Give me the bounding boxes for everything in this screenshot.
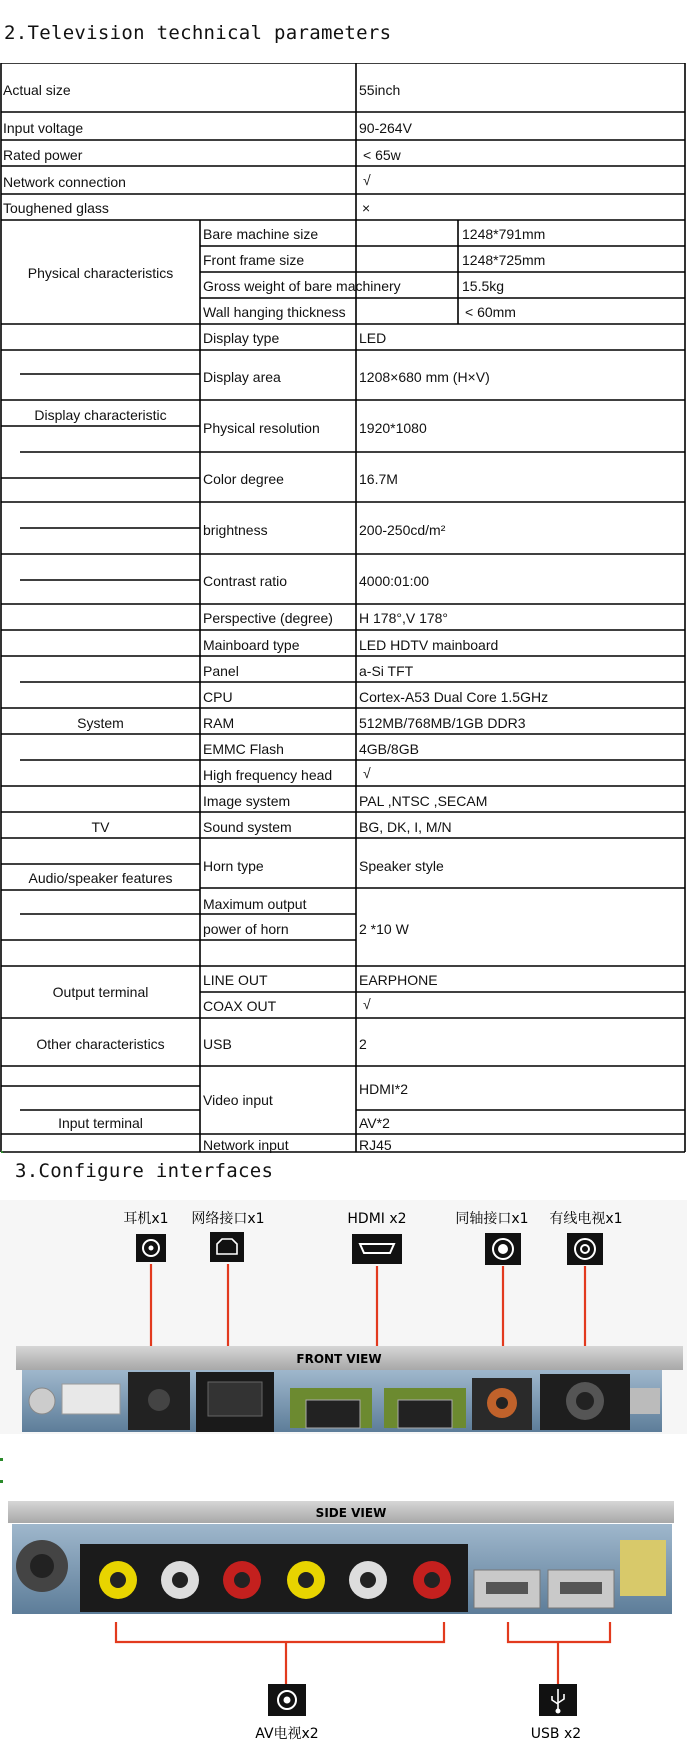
value-coax-out: √ (363, 996, 371, 1012)
value-front-frame: 1248*725mm (462, 252, 546, 268)
label-ram: RAM (203, 715, 235, 731)
label-rated-power: Rated power (3, 147, 83, 163)
category-other: Other characteristics (36, 1036, 165, 1052)
usb-port-label: USB x2 (530, 1726, 582, 1742)
value-horn-type: Speaker style (359, 858, 444, 874)
network-port-icon (210, 1232, 244, 1262)
label-coax-out: COAX OUT (203, 998, 277, 1014)
category-output: Output terminal (52, 984, 149, 1000)
value-video-input-hdmi: HDMI*2 (359, 1081, 409, 1097)
label-color-degree: Color degree (203, 471, 284, 487)
label-panel: Panel (203, 663, 239, 679)
value-mainboard: LED HDTV mainboard (359, 637, 499, 653)
label-hf-head: High frequency head (203, 767, 333, 783)
category-audio: Audio/speaker features (28, 870, 173, 886)
value-sound-system: BG, DK, I, M/N (359, 819, 452, 835)
network-port-label: 网络接口x1 (191, 1211, 265, 1227)
label-input-voltage: Input voltage (3, 120, 84, 136)
marker-dot (0, 1480, 3, 1483)
value-display-area: 1208×680 mm (H×V) (359, 369, 490, 385)
category-system: System (77, 715, 124, 731)
label-max-output-1: Maximum output (203, 896, 307, 912)
value-brightness: 200-250cd/m² (359, 522, 446, 538)
value-wall-thickness: < 60mm (465, 304, 516, 320)
label-usb: USB (203, 1036, 232, 1052)
value-ram: 512MB/768MB/1GB DDR3 (359, 715, 526, 731)
value-contrast: 4000:01:00 (359, 573, 430, 589)
label-max-output-2: power of horn (203, 921, 289, 937)
value-panel: a-Si TFT (359, 663, 414, 679)
label-perspective: Perspective (degree) (203, 610, 333, 626)
value-display-type: LED (359, 330, 387, 346)
category-input: Input terminal (58, 1115, 143, 1131)
category-tv: TV (91, 819, 110, 835)
label-line-out: LINE OUT (203, 972, 268, 988)
category-display: Display characteristic (34, 407, 167, 423)
label-cpu: CPU (203, 689, 233, 705)
value-input-voltage: 90-264V (359, 120, 412, 136)
value-actual-size: 55inch (359, 82, 401, 98)
value-toughened-glass: × (362, 200, 371, 216)
cable-tv-port-icon (567, 1233, 603, 1265)
value-network-connection: √ (363, 172, 371, 188)
value-resolution: 1920*1080 (359, 420, 427, 436)
value-image-system: PAL ,NTSC ,SECAM (359, 793, 488, 809)
value-rated-power: < 65w (363, 147, 401, 163)
label-front-frame: Front frame size (203, 252, 305, 268)
label-gross-weight: Gross weight of bare machinery (203, 278, 401, 294)
label-network-input: Network input (203, 1137, 289, 1153)
label-network-connection: Network connection (3, 174, 126, 190)
label-video-input: Video input (203, 1092, 273, 1108)
earphone-port-label: 耳机x1 (123, 1211, 169, 1227)
cable-tv-port-label: 有线电视x1 (549, 1211, 623, 1227)
label-toughened-glass: Toughened glass (3, 200, 109, 216)
coax-port-icon (485, 1233, 521, 1265)
label-image-system: Image system (203, 793, 291, 809)
value-gross-weight: 15.5kg (462, 278, 505, 294)
label-resolution: Physical resolution (203, 420, 320, 436)
hdmi-port-label: HDMI x2 (347, 1211, 407, 1227)
value-max-output: 2 *10 W (359, 921, 409, 937)
label-contrast: Contrast ratio (203, 573, 288, 589)
value-hf-head: √ (363, 765, 371, 781)
side-view-label: SIDE VIEW (315, 1506, 387, 1520)
value-bare-size: 1248*791mm (462, 226, 546, 242)
label-emmc: EMMC Flash (203, 741, 284, 757)
value-cpu: Cortex-A53 Dual Core 1.5GHz (359, 689, 549, 705)
label-mainboard: Mainboard type (203, 637, 300, 653)
label-bare-size: Bare machine size (203, 226, 319, 242)
section-heading-parameters: 2.Television technical parameters (4, 22, 392, 44)
earphone-port-icon (136, 1234, 166, 1262)
value-network-input: RJ45 (359, 1137, 392, 1153)
value-color-degree: 16.7M (359, 471, 398, 487)
value-perspective: H 178°,V 178° (359, 610, 449, 626)
label-display-type: Display type (203, 330, 280, 346)
marker-dot (0, 1458, 3, 1461)
value-emmc: 4GB/8GB (359, 741, 419, 757)
label-display-area: Display area (203, 369, 281, 385)
corner-mark (1, 1150, 4, 1153)
usb-port-icon (539, 1684, 577, 1716)
value-line-out: EARPHONE (359, 972, 438, 988)
value-usb: 2 (359, 1036, 367, 1052)
interfaces-diagram (0, 1195, 687, 1750)
label-brightness: brightness (203, 522, 268, 538)
category-physical: Physical characteristics (27, 265, 174, 281)
av-port-label: AV电视x2 (255, 1726, 319, 1742)
label-wall-thickness: Wall hanging thickness (203, 304, 346, 320)
label-actual-size: Actual size (3, 82, 71, 98)
section-heading-interfaces: 3.Configure interfaces (15, 1160, 274, 1182)
av-port-icon (268, 1684, 306, 1716)
label-horn-type: Horn type (203, 858, 264, 874)
side-leader-lines (116, 1622, 610, 1684)
coax-port-label: 同轴接口x1 (455, 1211, 529, 1227)
label-sound-system: Sound system (203, 819, 292, 835)
value-video-input-av: AV*2 (359, 1115, 390, 1131)
hdmi-port-icon (352, 1234, 402, 1264)
front-view-label: FRONT VIEW (296, 1352, 382, 1366)
